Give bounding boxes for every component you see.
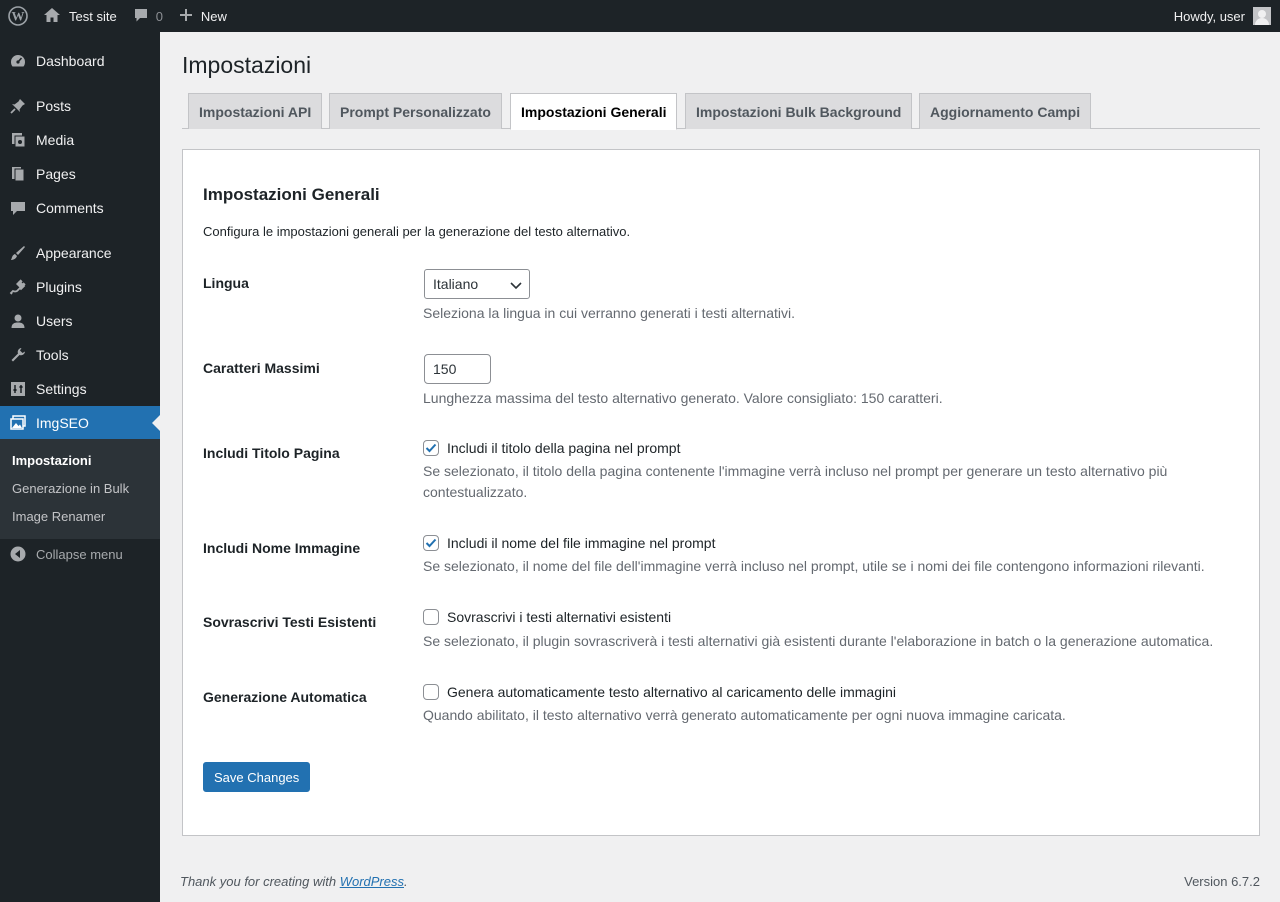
wordpress-link[interactable]: WordPress xyxy=(339,874,404,889)
titolo-pagina-checkbox-label[interactable]: Includi il titolo della pagina nel prompt xyxy=(447,440,681,456)
wordpress-logo-icon[interactable] xyxy=(0,0,35,32)
lingua-select[interactable] xyxy=(424,269,530,299)
generazione-automatica-checkbox-label[interactable]: Genera automaticamente testo alternativo al caricamento delle immagini xyxy=(447,684,897,700)
comment-bubble-icon xyxy=(133,7,149,26)
generazione-automatica-checkbox[interactable] xyxy=(423,684,439,700)
submenu-item-image-renamer[interactable]: Image Renamer xyxy=(12,509,106,524)
media-icon xyxy=(0,131,36,149)
footer-version: Version 6.7.2 xyxy=(1184,874,1260,889)
generazione-automatica-label: Generazione Automatica xyxy=(203,689,367,705)
collapse-menu-button[interactable] xyxy=(0,544,160,564)
caratteri-massimi-input[interactable] xyxy=(424,354,491,384)
checkmark-icon xyxy=(424,536,438,550)
tab-aggiornamento-campi[interactable]: Aggiornamento Campi xyxy=(919,93,1091,129)
section-title: Impostazioni Generali xyxy=(203,185,380,204)
home-icon xyxy=(43,7,61,26)
imgseo-submenu xyxy=(0,439,160,539)
sidebar-item-users[interactable] xyxy=(0,304,160,338)
sovrascrivi-label: Sovrascrivi Testi Esistenti xyxy=(203,614,377,630)
sidebar-item-imgseo[interactable] xyxy=(0,406,160,440)
sovrascrivi-option[interactable] xyxy=(423,609,671,625)
howdy-greeting: Howdy, user xyxy=(1173,8,1245,24)
wrench-icon xyxy=(0,346,36,364)
sovrascrivi-checkbox[interactable] xyxy=(423,609,439,625)
main-content xyxy=(160,32,1280,902)
sidebar-item-label: Posts xyxy=(36,98,72,114)
sidebar-item-label: Dashboard xyxy=(36,53,105,69)
checkmark-icon xyxy=(424,441,438,455)
footer-thanks-text: Thank you for creating with xyxy=(180,874,337,889)
nome-immagine-option[interactable] xyxy=(423,535,715,551)
site-name-link[interactable] xyxy=(35,0,125,32)
sidebar-item-settings[interactable] xyxy=(0,372,160,406)
titolo-pagina-label: Includi Titolo Pagina xyxy=(203,445,340,461)
pages-icon xyxy=(0,165,36,183)
sidebar-item-posts[interactable] xyxy=(0,89,160,123)
images-icon xyxy=(0,414,36,432)
sidebar-item-media[interactable] xyxy=(0,123,160,157)
sidebar-item-plugins[interactable] xyxy=(0,270,160,304)
brush-icon xyxy=(0,244,36,262)
sovrascrivi-help: Se selezionato, il plugin sovrascriverà i testi alternativi già esistenti durante l'elaborazione in batch o la generazione automatica. xyxy=(423,633,1214,649)
page-title: Impostazioni xyxy=(182,52,312,78)
caratteri-help: Lunghezza massima del testo alternativo generato. Valore consigliato: 150 caratteri. xyxy=(423,390,943,406)
submenu-item-impostazioni[interactable]: Impostazioni xyxy=(12,453,92,468)
site-name: Test site xyxy=(69,8,117,24)
nome-immagine-label: Includi Nome Immagine xyxy=(203,540,361,556)
sidebar-item-label: Media xyxy=(36,132,75,148)
chevron-down-icon xyxy=(509,278,523,292)
lingua-help: Seleziona la lingua in cui verranno generati i testi alternativi. xyxy=(423,305,795,321)
tab-prompt-personalizzato[interactable]: Prompt Personalizzato xyxy=(329,93,502,129)
titolo-pagina-help-line1: Se selezionato, il titolo della pagina contenente l'immagine verrà incluso nel prompt per generare un testo alternativo più xyxy=(423,463,1168,479)
my-account-link[interactable] xyxy=(1174,0,1271,32)
svg-text:W: W xyxy=(11,8,24,24)
collapse-label: Collapse menu xyxy=(36,546,123,562)
pin-icon xyxy=(0,97,36,115)
comment-icon xyxy=(0,199,36,217)
tab-impostazioni-generali[interactable]: Impostazioni Generali xyxy=(510,93,677,130)
settings-icon xyxy=(0,380,36,398)
sidebar-item-appearance[interactable] xyxy=(0,236,160,270)
titolo-pagina-help-line2: contestualizzato. xyxy=(423,484,528,500)
sidebar-item-label: Comments xyxy=(36,200,104,216)
tab-impostazioni-bulk-background[interactable]: Impostazioni Bulk Background xyxy=(685,93,912,129)
nome-immagine-checkbox-label[interactable]: Includi il nome del file immagine nel prompt xyxy=(447,535,716,551)
sidebar-item-label: Pages xyxy=(36,166,76,182)
sidebar-item-label: Tools xyxy=(36,347,69,363)
plug-icon xyxy=(0,278,36,296)
tab-impostazioni-api[interactable]: Impostazioni API xyxy=(188,93,322,129)
caratteri-label: Caratteri Massimi xyxy=(203,360,320,376)
generazione-automatica-option[interactable] xyxy=(423,684,896,700)
user-icon xyxy=(0,312,36,330)
comments-link[interactable] xyxy=(125,0,171,32)
sidebar-item-label: Users xyxy=(36,313,73,329)
sidebar-item-label: Plugins xyxy=(36,279,82,295)
section-description: Configura le impostazioni generali per la generazione del testo alternativo. xyxy=(203,224,631,239)
sidebar-item-label: Appearance xyxy=(36,245,112,261)
sovrascrivi-checkbox-label[interactable]: Sovrascrivi i testi alternativi esistenti xyxy=(447,609,672,625)
sidebar-item-label: Settings xyxy=(36,381,87,397)
lingua-label: Lingua xyxy=(203,275,249,291)
nome-immagine-checkbox[interactable] xyxy=(423,535,439,551)
save-changes-button[interactable]: Save Changes xyxy=(203,762,310,792)
comments-count: 0 xyxy=(155,8,163,24)
generazione-automatica-help: Quando abilitato, il testo alternativo verrà generato automaticamente per ogni nuova immagine caricata. xyxy=(423,707,1066,723)
collapse-arrow-icon xyxy=(0,546,36,562)
titolo-pagina-option[interactable] xyxy=(423,440,680,456)
admin-bar xyxy=(0,0,1280,32)
caratteri-value: 150 xyxy=(433,361,457,377)
dashboard-icon xyxy=(0,52,36,70)
avatar xyxy=(1253,7,1271,25)
footer-period: . xyxy=(404,874,408,889)
sidebar-item-tools[interactable] xyxy=(0,338,160,372)
admin-sidebar xyxy=(0,32,160,902)
sidebar-item-pages[interactable] xyxy=(0,157,160,191)
submenu-item-generazione-bulk[interactable]: Generazione in Bulk xyxy=(12,481,130,496)
sidebar-item-label: ImgSEO xyxy=(36,415,89,431)
lingua-selected-value: Italiano xyxy=(433,276,479,292)
plus-icon xyxy=(179,8,193,25)
titolo-pagina-checkbox[interactable] xyxy=(423,440,439,456)
footer-thanks xyxy=(180,874,408,889)
new-content-link[interactable] xyxy=(171,0,235,32)
sidebar-item-dashboard[interactable] xyxy=(0,44,160,78)
new-label: New xyxy=(200,8,227,24)
settings-panel xyxy=(182,149,1260,836)
sidebar-item-comments[interactable] xyxy=(0,191,160,225)
tab-bar xyxy=(182,92,1260,129)
nome-immagine-help: Se selezionato, il nome del file dell'immagine verrà incluso nel prompt, utile se i nomi dei file contengono informazioni rilevanti. xyxy=(423,558,1205,574)
